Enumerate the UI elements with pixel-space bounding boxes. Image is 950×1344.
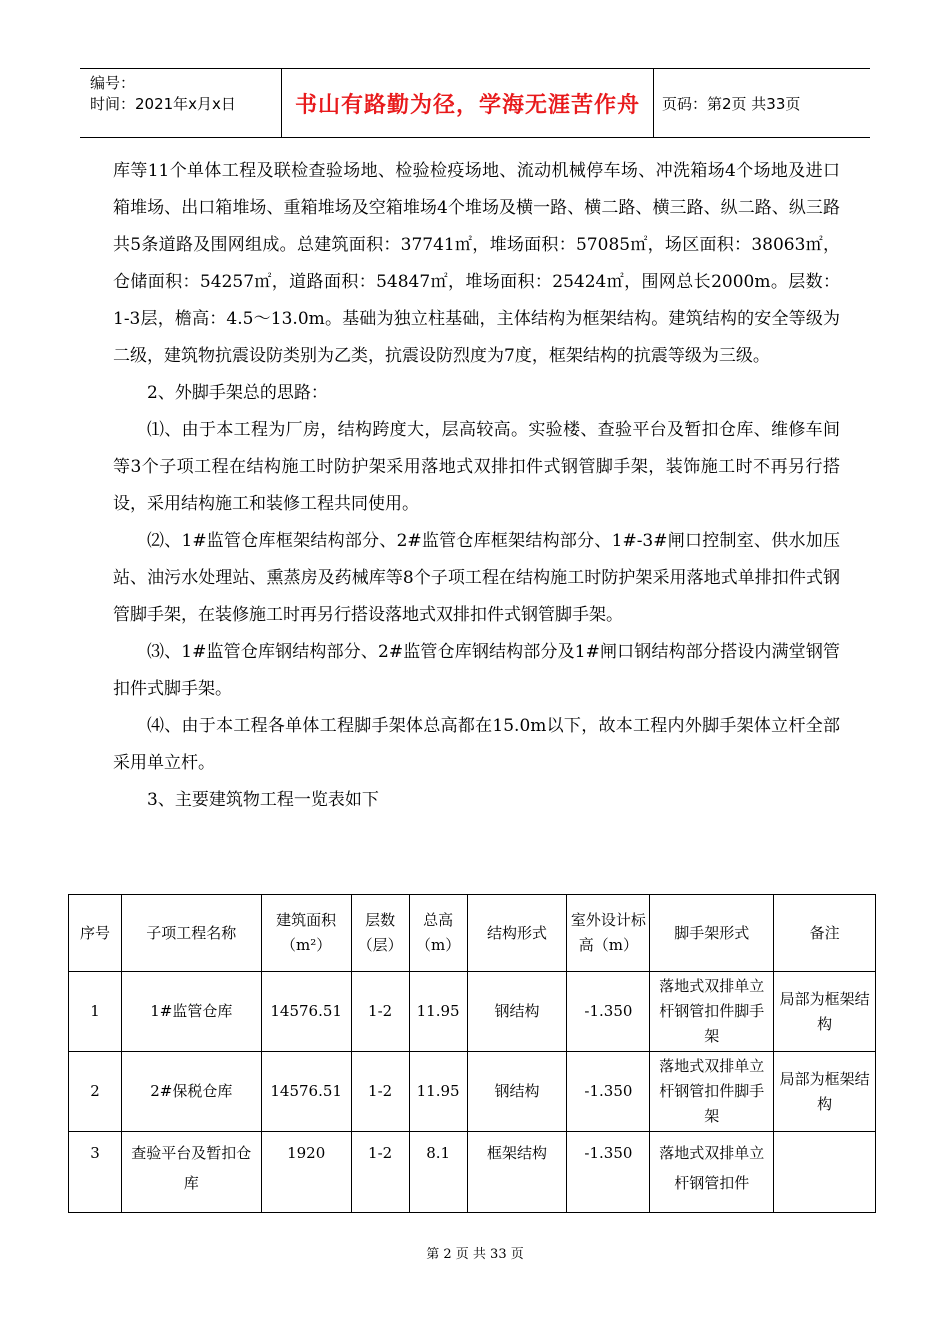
table-cell: 8.1 [409, 1132, 467, 1213]
table-cell: 14576.51 [261, 1052, 351, 1132]
table-row [69, 1132, 876, 1213]
table-header-cell: 结构形式 [467, 895, 567, 972]
paragraph: 库等11个单体工程及联检查验场地、检验检疫场地、流动机械停车场、冲洗箱场4个场地及进口箱堆场、出口箱堆场、重箱堆场及空箱堆场4个堆场及横一路、横二路、横三路、纵二路、纵三路共5条道路及围网组成。总建筑面积：37741㎡，堆场面积：57085㎡，场区面积：38063㎡，仓储面积：54257㎡，道路面积：54847㎡，堆场面积：25424㎡，围网总长2000m。层数：1-3层，檐高：4.5～13.0m。基础为独立柱基础，主体结构为框架结构。建筑结构的安全等级为二级，建筑物抗震设防类别为乙类，抗震设防烈度为7度，框架结构的抗震等级为三级。 [113, 161, 840, 366]
table-cell: 局部为框架结构 [774, 1052, 876, 1132]
table-cell: 11.95 [409, 972, 467, 1052]
paragraph: ⑶、1#监管仓库钢结构部分、2#监管仓库钢结构部分及1#闸口钢结构部分搭设内满堂钢管扣件式脚手架。 [113, 642, 840, 699]
table-row [69, 1052, 876, 1132]
table-cell: 1 [69, 972, 122, 1052]
table-row [69, 972, 876, 1052]
table-cell: 11.95 [409, 1052, 467, 1132]
table-cell: 框架结构 [467, 1132, 567, 1213]
table-cell: 3 [69, 1132, 122, 1213]
table-cell: 落地式双排单立杆钢管扣件脚手架 [650, 972, 774, 1052]
table-cell: 1#监管仓库 [121, 972, 261, 1052]
header-page-code: 页码：第2页 共33页 [662, 94, 801, 113]
table-header-cell: 备注 [774, 895, 876, 972]
table-header-cell: 子项工程名称 [121, 895, 261, 972]
section-heading: 3、主要建筑物工程一览表如下 [147, 790, 379, 810]
table-cell: 2#保税仓库 [121, 1052, 261, 1132]
table-cell [774, 1132, 876, 1213]
table-header-cell: 序号 [69, 895, 122, 972]
table-cell: 钢结构 [467, 1052, 567, 1132]
table-cell: -1.350 [567, 1132, 650, 1213]
table-cell: 1-2 [351, 972, 409, 1052]
header-motto: 书山有路勤为径，学海无涯苦作舟 [282, 69, 654, 137]
table-cell: -1.350 [567, 972, 650, 1052]
table-cell: 落地式双排单立杆钢管扣件脚手架 [650, 1052, 774, 1132]
number-label: 编号： [90, 74, 136, 92]
table-header-cell: 总高（m） [409, 895, 467, 972]
table-cell: 1-2 [351, 1132, 409, 1213]
table-cell: 2 [69, 1052, 122, 1132]
page-footer: 第 2 页 共 33 页 [426, 1247, 524, 1262]
table-header-cell: 脚手架形式 [650, 895, 774, 972]
document-body [113, 153, 840, 819]
paragraph: ⑷、由于本工程各单体工程脚手架体总高都在15.0m以下，故本工程内外脚手架体立杆全部采用单立杆。 [113, 716, 840, 773]
table-cell: 14576.51 [261, 972, 351, 1052]
buildings-table [68, 894, 876, 1213]
table-header-cell: 层数（层） [351, 895, 409, 972]
paragraph: ⑵、1#监管仓库框架结构部分、2#监管仓库框架结构部分、1#-3#闸口控制室、供水加压站、油污水处理站、熏蒸房及药械库等8个子项工程在结构施工时防护架采用落地式单排扣件式钢管脚手架，在装修施工时再另行搭设落地式双排扣件式钢管脚手架。 [113, 531, 840, 625]
table-cell: 查验平台及暂扣仓库 [121, 1132, 261, 1213]
table-header-row [69, 895, 876, 972]
section-heading: 2、外脚手架总的思路： [147, 383, 328, 403]
table-cell: 落地式双排单立杆钢管扣件 [650, 1132, 774, 1213]
table-header-cell: 室外设计标高（m） [567, 895, 650, 972]
table-cell: -1.350 [567, 1052, 650, 1132]
time-label: 时间：2021年x月x日 [90, 95, 236, 113]
header-meta [80, 69, 282, 137]
page-header [80, 68, 870, 138]
paragraph: ⑴、由于本工程为厂房，结构跨度大，层高较高。实验楼、查验平台及暂扣仓库、维修车间等3个子项工程在结构施工时防护架采用落地式双排扣件式钢管脚手架，装饰施工时不再另行搭设，采用结构施工和装修工程共同使用。 [113, 420, 840, 514]
table-cell: 1920 [261, 1132, 351, 1213]
table-cell: 局部为框架结构 [774, 972, 876, 1052]
table-header-cell: 建筑面积（m²） [261, 895, 351, 972]
table-cell: 钢结构 [467, 972, 567, 1052]
table-cell: 1-2 [351, 1052, 409, 1132]
